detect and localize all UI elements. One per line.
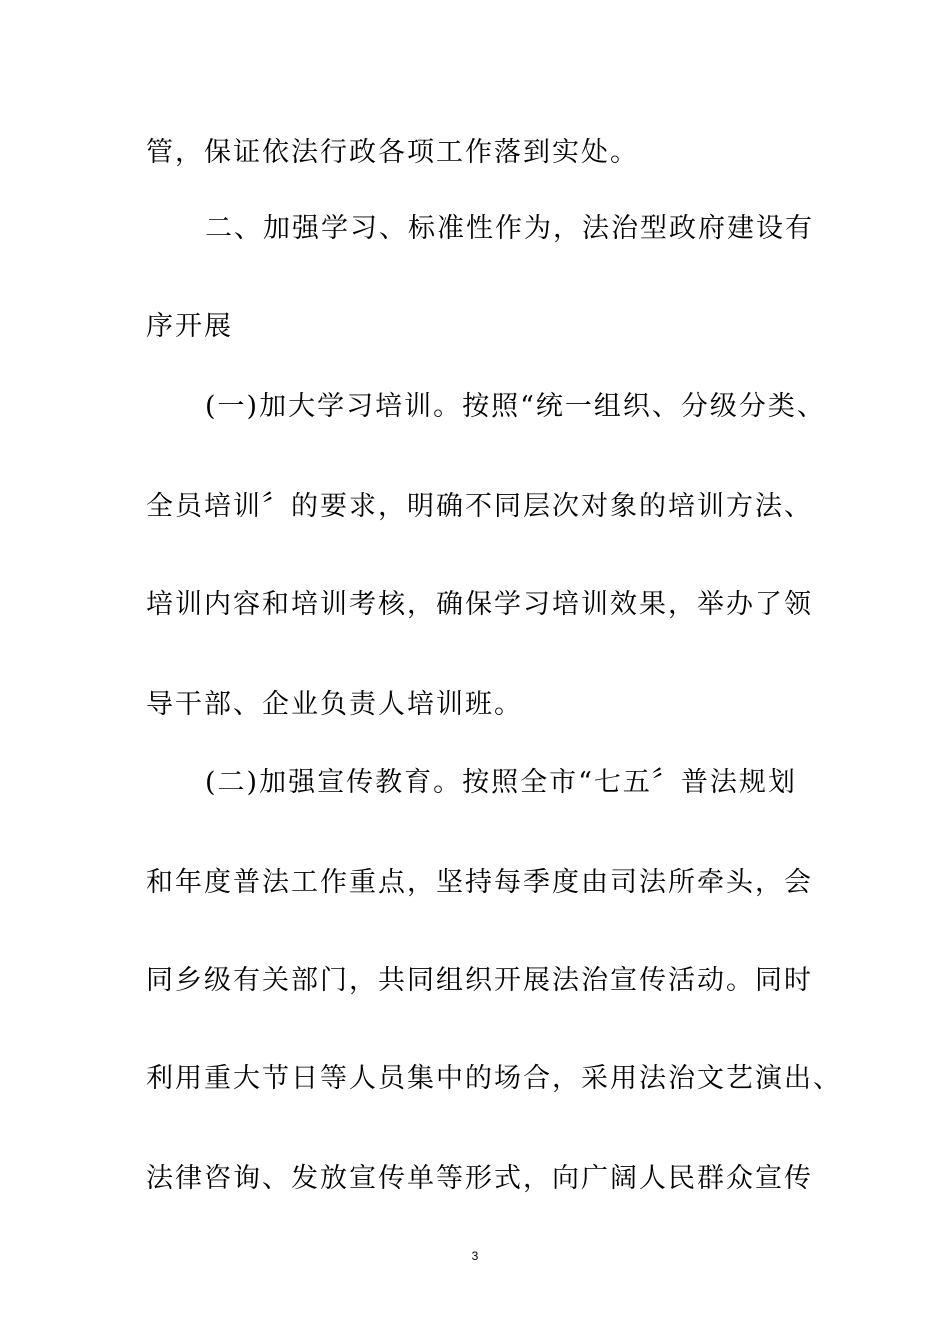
paragraph-line-10: 同乡级有关部门，共同组织开展法治宣传活动。同时 (146, 965, 813, 996)
paragraph-line-6: 培训内容和培训考核，确保学习培训效果，举办了领 (146, 589, 813, 620)
paragraph-line-11: 利用重大节日等人员集中的场合，采用法治文艺演出、 (146, 1063, 842, 1094)
paragraph-line-1: 管，保证依法行政各项工作落到实处。 (146, 137, 639, 168)
paragraph-line-5: 全员培训〞的要求，明确不同层次对象的培训方法、 (146, 491, 813, 522)
paragraph-line-12: 法律咨询、发放宣传单等形式，向广阔人民群众宣传 (146, 1163, 813, 1194)
paragraph-line-9: 和年度普法工作重点，坚持每季度由司法所牵头，会 (146, 867, 813, 898)
paragraph-line-7: 导干部、企业负责人培训班。 (146, 689, 523, 720)
paragraph-line-4: (一)加大学习培训。按照“统一组织、分级分类、 (205, 391, 826, 422)
paragraph-line-8: (二)加强宣传教育。按照全市“七五〞普法规划 (205, 767, 797, 798)
page-number: 3 (471, 1249, 479, 1263)
section-heading-line-2: 序开展 (146, 311, 233, 342)
section-heading-line-1: 二、加强学习、标准性作为，法治型政府建设有 (205, 213, 814, 244)
